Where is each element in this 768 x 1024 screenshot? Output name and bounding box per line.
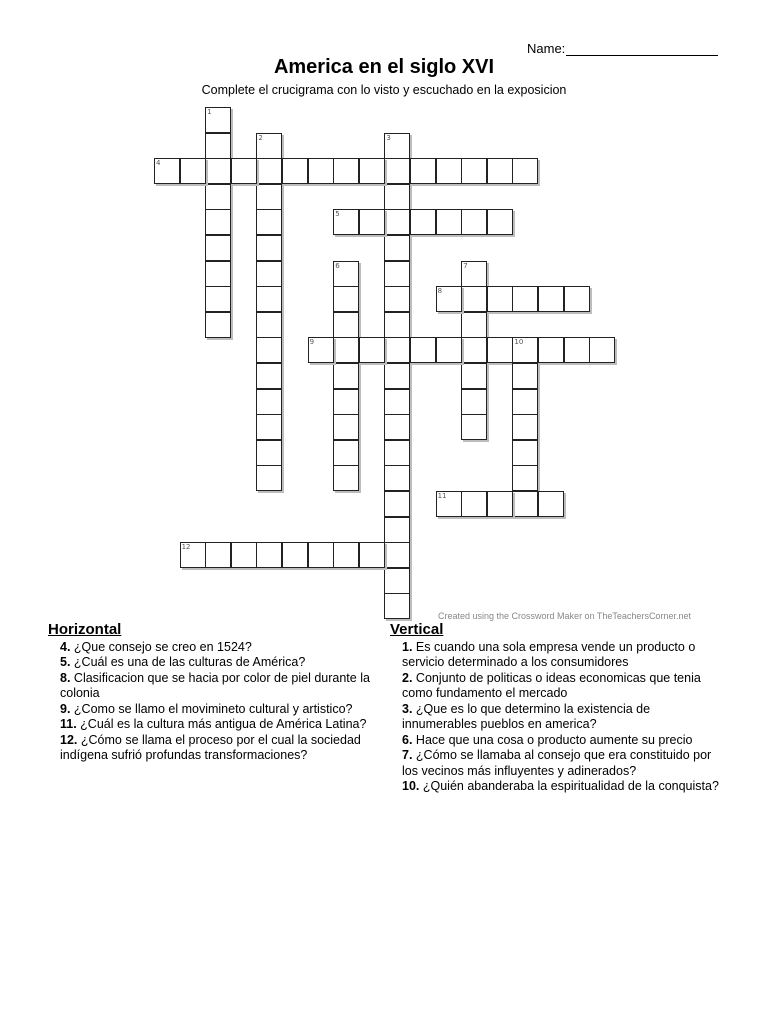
- crossword-cell[interactable]: [512, 465, 538, 491]
- clue-number: 7: [463, 261, 468, 270]
- crossword-cell[interactable]: [461, 209, 487, 235]
- clue-number: 6.: [402, 732, 413, 747]
- clue-number: 6: [335, 261, 340, 270]
- crossword-cell[interactable]: [512, 363, 538, 389]
- crossword-cell[interactable]: [384, 389, 410, 415]
- clue-number: 2.: [402, 670, 413, 685]
- crossword-cell[interactable]: [487, 491, 513, 517]
- crossword-cell[interactable]: [461, 337, 487, 363]
- crossword-cell[interactable]: [282, 158, 308, 184]
- crossword-cell[interactable]: [461, 363, 487, 389]
- crossword-cell[interactable]: [333, 312, 359, 338]
- crossword-cell[interactable]: [436, 337, 462, 363]
- crossword-cell[interactable]: [410, 209, 436, 235]
- crossword-cell[interactable]: [461, 389, 487, 415]
- clue-text: ¿Cómo se llamaba al consejo que era constituido por los vecinos más influyentes y adinerados?: [402, 748, 712, 778]
- horizontal-clue-list: [48, 640, 378, 764]
- crossword-cell[interactable]: [205, 133, 231, 159]
- clue-text: ¿Quién abanderaba la espiritualidad de la conquista?: [419, 779, 719, 793]
- crossword-cell[interactable]: [487, 158, 513, 184]
- crossword-cell[interactable]: [333, 286, 359, 312]
- crossword-cell[interactable]: [359, 337, 385, 363]
- crossword-cell[interactable]: [282, 542, 308, 568]
- crossword-cell[interactable]: [487, 337, 513, 363]
- crossword-cell[interactable]: [256, 286, 282, 312]
- clue-text: ¿Cuál es la cultura más antigua de América Latina?: [76, 717, 367, 731]
- vertical-heading: Vertical: [390, 621, 444, 638]
- crossword-cell[interactable]: [538, 337, 564, 363]
- crossword-cell[interactable]: [436, 209, 462, 235]
- crossword-cell[interactable]: [512, 337, 538, 363]
- clue-number: 8.: [60, 670, 71, 685]
- clue-number: 1: [207, 108, 212, 116]
- crossword-cell[interactable]: [384, 158, 410, 184]
- crossword-cell[interactable]: [256, 184, 282, 210]
- crossword-cell[interactable]: [256, 261, 282, 287]
- clue-number: 8: [437, 287, 443, 296]
- crossword-cell[interactable]: [512, 286, 538, 312]
- crossword-cell[interactable]: [512, 414, 538, 440]
- crossword-cell[interactable]: [384, 414, 410, 440]
- clue-number: 12: [181, 543, 191, 552]
- crossword-cell[interactable]: [333, 542, 359, 568]
- crossword-cell[interactable]: [333, 414, 359, 440]
- instructions: Complete el crucigrama con lo visto y escuchado en la exposicion: [201, 83, 567, 97]
- crossword-cell[interactable]: [205, 286, 231, 312]
- crossword-cell[interactable]: [384, 235, 410, 261]
- crossword-cell[interactable]: [333, 261, 359, 287]
- crossword-cell[interactable]: [359, 542, 385, 568]
- clue-number: 3: [386, 133, 391, 142]
- name-label: Name:: [527, 41, 566, 56]
- clue-number: 10: [514, 338, 524, 347]
- crossword-cell[interactable]: [256, 158, 282, 184]
- crossword-cell[interactable]: [384, 261, 410, 287]
- crossword-cell[interactable]: [512, 491, 538, 517]
- crossword-cell[interactable]: [564, 286, 590, 312]
- crossword-cell[interactable]: [256, 414, 282, 440]
- crossword-cell[interactable]: [384, 440, 410, 466]
- crossword-cell[interactable]: [512, 389, 538, 415]
- clue-number: 1.: [402, 639, 413, 654]
- vertical-clue: [390, 640, 726, 671]
- crossword-cell[interactable]: [461, 261, 487, 287]
- horizontal-clue: [48, 733, 378, 764]
- clue-text: Conjunto de politicas o ideas economicas que tenia como fundamento el mercado: [402, 670, 701, 700]
- horizontal-clue: [48, 655, 378, 671]
- crossword-cell[interactable]: [333, 465, 359, 491]
- clue-text: Es cuando una sola empresa vende un producto o servicio determinado a los consumidores: [402, 639, 696, 669]
- clue-number: 10.: [402, 779, 420, 793]
- crossword-cell[interactable]: [384, 312, 410, 338]
- horizontal-clues: [48, 622, 378, 764]
- crossword-cell[interactable]: [589, 337, 615, 363]
- crossword-cell[interactable]: [231, 542, 257, 568]
- vertical-clue: [390, 779, 726, 795]
- horizontal-clue: [48, 671, 378, 702]
- vertical-clue-list: [390, 640, 726, 795]
- crossword-cell[interactable]: [180, 158, 206, 184]
- clue-text: ¿Que es lo que determino la existencia de innumerables pueblos en america?: [402, 701, 651, 731]
- clue-number: 5: [335, 210, 340, 219]
- crossword-cell[interactable]: [333, 209, 359, 235]
- crossword-cell[interactable]: [256, 389, 282, 415]
- crossword-cell[interactable]: [308, 158, 334, 184]
- crossword-cell[interactable]: [461, 312, 487, 338]
- crossword-cell[interactable]: [384, 568, 410, 594]
- crossword-cell[interactable]: [384, 517, 410, 543]
- crossword-cell[interactable]: [333, 337, 359, 363]
- crossword-cell[interactable]: [512, 158, 538, 184]
- clue-text: ¿Como se llamo el movimineto cultural y artistico?: [70, 701, 353, 716]
- horizontal-clue: [48, 640, 378, 656]
- vertical-clues: [390, 622, 726, 795]
- crossword-cell[interactable]: [154, 158, 180, 184]
- crossword-cell[interactable]: [205, 184, 231, 210]
- crossword-cell[interactable]: [205, 235, 231, 261]
- crossword-cell[interactable]: [180, 542, 206, 568]
- crossword-cell[interactable]: [384, 491, 410, 517]
- clue-number: 4.: [60, 639, 71, 654]
- crossword-cell[interactable]: [384, 337, 410, 363]
- crossword-cell[interactable]: [256, 337, 282, 363]
- horizontal-clue: [48, 702, 378, 718]
- crossword-cell[interactable]: [231, 158, 257, 184]
- crossword-cell[interactable]: [256, 209, 282, 235]
- crossword-cell[interactable]: [256, 542, 282, 568]
- clue-number: 5.: [60, 655, 71, 669]
- crossword-cell[interactable]: [256, 235, 282, 261]
- crossword-cell[interactable]: [538, 286, 564, 312]
- crossword-cell[interactable]: [538, 491, 564, 517]
- crossword-cell[interactable]: [205, 158, 231, 184]
- crossword-cell[interactable]: [256, 363, 282, 389]
- crossword-cell[interactable]: [205, 261, 231, 287]
- vertical-clue: [390, 702, 726, 733]
- crossword-cell[interactable]: [384, 209, 410, 235]
- clue-number: 2: [258, 133, 263, 142]
- crossword-cell[interactable]: [205, 107, 231, 133]
- crossword-cell[interactable]: [256, 465, 282, 491]
- clue-number: 9: [309, 338, 315, 347]
- clue-text: Hace que una cosa o producto aumente su precio: [412, 732, 693, 747]
- crossword-cell[interactable]: [436, 158, 462, 184]
- clue-number: 3.: [402, 701, 413, 716]
- crossword-cell[interactable]: [461, 491, 487, 517]
- crossword-cell[interactable]: [410, 158, 436, 184]
- crossword-cell[interactable]: [384, 363, 410, 389]
- crossword-cell[interactable]: [384, 133, 410, 159]
- vertical-clue: [390, 671, 726, 702]
- crossword-cell[interactable]: [384, 542, 410, 568]
- clue-number: 11.: [60, 717, 77, 731]
- crossword-cell[interactable]: [333, 440, 359, 466]
- crossword-cell[interactable]: [564, 337, 590, 363]
- clue-text: Clasificacion que se hacia por color de piel durante la colonia: [60, 670, 370, 700]
- clue-text: ¿Cuál es una de las culturas de América?: [70, 655, 306, 669]
- crossword-cell[interactable]: [256, 133, 282, 159]
- crossword-cell[interactable]: [205, 312, 231, 338]
- crossword-cell[interactable]: [256, 440, 282, 466]
- vertical-clue: [390, 733, 726, 749]
- clue-number: 4: [156, 159, 161, 168]
- crossword-cell[interactable]: [333, 158, 359, 184]
- crossword-cell[interactable]: [308, 542, 334, 568]
- crossword-cell[interactable]: [384, 465, 410, 491]
- horizontal-clue: [48, 717, 378, 733]
- clue-number: 9.: [60, 701, 71, 716]
- crossword-cell[interactable]: [436, 286, 462, 312]
- clue-number: 11: [437, 492, 447, 500]
- crossword-cell[interactable]: [256, 312, 282, 338]
- crossword-cell[interactable]: [461, 414, 487, 440]
- crossword-cell[interactable]: [308, 337, 334, 363]
- crossword-cell[interactable]: [487, 209, 513, 235]
- crossword-cell[interactable]: [205, 209, 231, 235]
- vertical-clue: [390, 748, 726, 779]
- crossword-cell[interactable]: [461, 158, 487, 184]
- crossword-cell[interactable]: [359, 158, 385, 184]
- crossword-cell[interactable]: [487, 286, 513, 312]
- clue-text: ¿Cómo se llama el proceso por el cual la sociedad indígena sufrió profundas transformaciones?: [60, 732, 361, 762]
- clue-text: ¿Que consejo se creo en 1524?: [70, 639, 252, 654]
- crossword-cell[interactable]: [384, 593, 410, 619]
- crossword-cell[interactable]: [333, 363, 359, 389]
- crossword-cell[interactable]: [333, 389, 359, 415]
- crossword-cell[interactable]: [461, 286, 487, 312]
- crossword-cell[interactable]: [384, 184, 410, 210]
- page-title: America en el siglo XVI: [273, 56, 495, 78]
- crossword-cell[interactable]: [384, 286, 410, 312]
- credit-line: Created using the Crossword Maker on TheTeachersCorner.net: [438, 611, 691, 621]
- crossword-cell[interactable]: [205, 542, 231, 568]
- crossword-cell[interactable]: [410, 337, 436, 363]
- crossword-cell[interactable]: [359, 209, 385, 235]
- horizontal-heading: Horizontal: [48, 621, 122, 638]
- clue-number: 12.: [60, 732, 78, 747]
- clue-number: 7.: [402, 748, 413, 762]
- crossword-cell[interactable]: [436, 491, 462, 517]
- crossword-cell[interactable]: [512, 440, 538, 466]
